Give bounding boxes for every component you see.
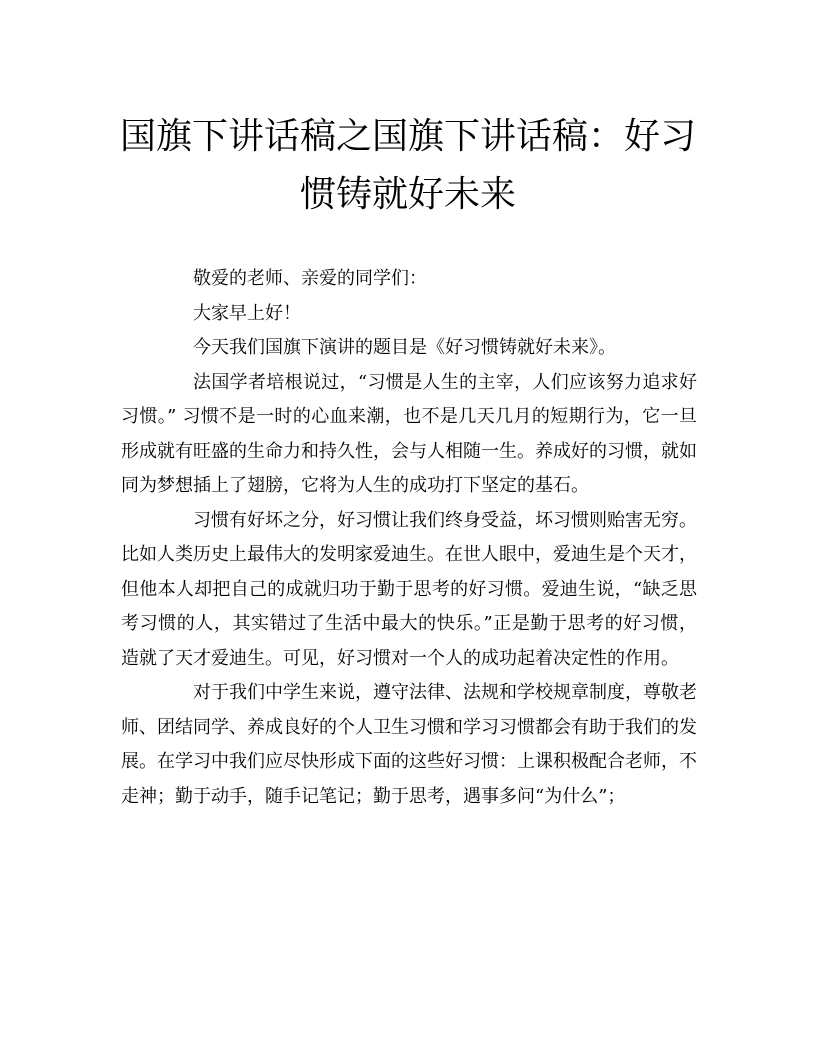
paragraph-greeting: 敬爱的老师、亲爱的同学们： — [193, 268, 427, 289]
document-body — [121, 262, 697, 814]
paragraph-edison: 习惯有好坏之分，好习惯让我们终身受益，坏习惯则贻害无穷。比如人类历史上最伟大的发明家爱迪生。在世人眼中，爱迪生是个天才，但他本人却把自己的成就归功于勤于思考的好习惯。爱迪生说，“缺乏思考习惯的人，其实错过了生活中最大的快乐。”正是勤于思考的好习惯，造就了天才爱迪生。可见，好习惯对一个人的成功起着决定性的作用。 — [121, 509, 697, 669]
paragraph-topic: 今天我们国旗下演讲的题目是《好习惯铸就好未来》。 — [193, 337, 616, 358]
paragraph-bacon-quote: 法国学者培根说过，“习惯是人生的主宰，人们应该努力追求好习惯。” 习惯不是一时的心血来潮，也不是几天几月的短期行为，它一旦形成就有旺盛的生命力和持久性，会与人相随一生。养成好的习惯，就如同为梦想插上了翅膀，它将为人生的成功打下坚定的基石。 — [121, 371, 697, 496]
paragraph-students: 对于我们中学生来说，遵守法律、法规和学校规章制度，尊敬老师、团结同学、养成良好的个人卫生习惯和学习习惯都会有助于我们的发展。在学习中我们应尽快形成下面的这些好习惯：上课积极配合老师，不走神；勤于动手，随手记笔记；勤于思考，遇事多问“为什么”； — [121, 682, 697, 807]
document-title: 国旗下讲话稿之国旗下讲话稿：好习惯铸就好未来 — [119, 116, 696, 215]
paragraph-morning: 大家早上好！ — [193, 302, 301, 324]
